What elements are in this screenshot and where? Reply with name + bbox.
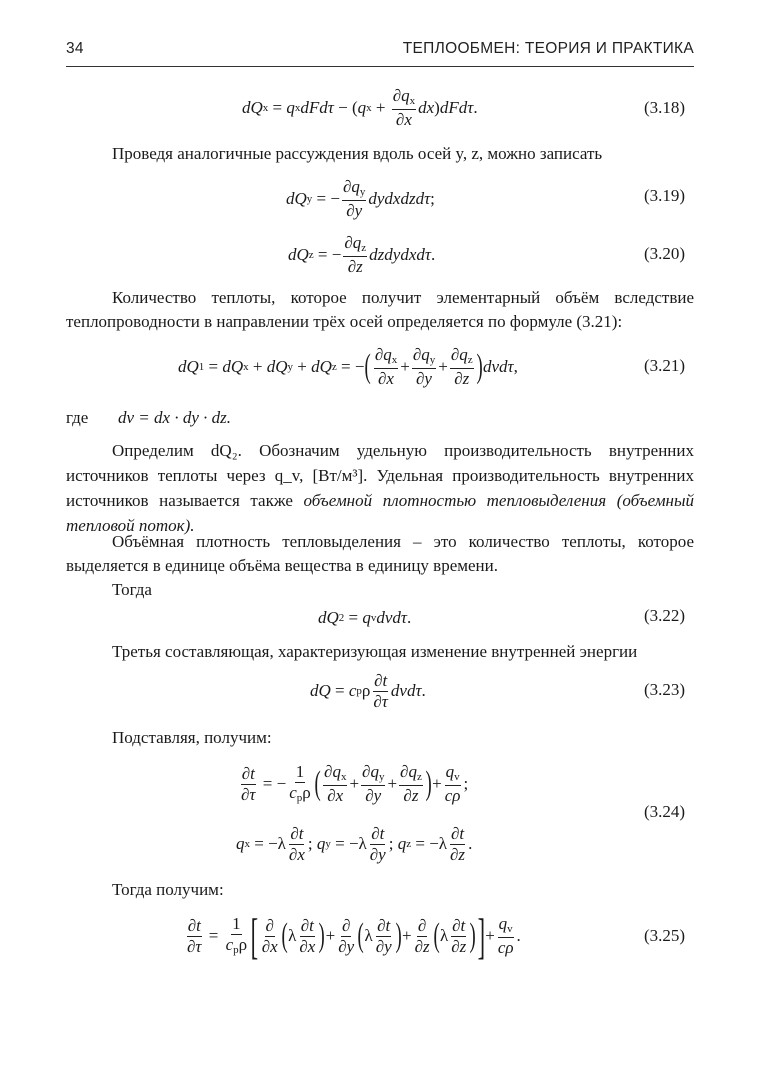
equation-3-25: $\frac{\partial t}{\partial\tau}$ = 1 $c_p\rho$ [ ∂ ∂x ( λ ∂t ∂x ) + ∂ ∂y ( λ ∂t ∂y ) + ∂ ∂z ( λ ∂t ∂z ) ] + $\frac{q_v}{c\rho}$ . xyxy=(187,908,521,964)
paragraph-5: Тогда xyxy=(112,580,152,599)
header-rule xyxy=(66,66,694,67)
equation-3-19: dQ y = − $\frac{\partial q_y}{\partial y}$ dydxdzdτ ; xyxy=(286,177,435,220)
equation-3-20: dQ z = − $\frac{\partial q_z}{\partial z}$ dzdydxdτ . xyxy=(288,233,436,276)
paragraph-4: Объёмная плотность тепловыделения – это количество теплоты, которое выделяется в единице объёма вещества в единицу времени. xyxy=(66,532,694,575)
equation-3-24-line-2: q x = −λ ∂t ∂x ; q y = −λ ∂t ∂y ; q z = −λ ∂t ∂z . xyxy=(236,823,473,864)
paragraph-1: Проведя аналогичные рассуждения вдоль осей y, z, можно записать xyxy=(112,144,603,163)
equation-number-3-25: (3.25) xyxy=(644,926,686,945)
paragraph-3 xyxy=(66,438,694,538)
where-formula: dv = dx · dy · dz. xyxy=(118,408,231,427)
where-label: где xyxy=(66,408,89,427)
equation-number-3-20: (3.20) xyxy=(644,244,686,263)
paragraph-8: Тогда получим: xyxy=(112,880,224,899)
paragraph-3-italic: объемной плотностью тепловыделения (объемный тепловой поток). xyxy=(66,491,694,535)
equation-3-21: dQ 1 = dQ x + dQ y + dQ z = − ( $\partial q_x$ ∂x + $\frac{\partial q_y}{\partial y}$ + $\frac{\partial q_z}{\partial z}$ ) dvdτ , xyxy=(178,345,518,388)
equation-number-3-19: (3.19) xyxy=(644,186,686,205)
equation-3-23: dQ = c p ρ ∂t ∂τ dvdτ . xyxy=(310,670,426,711)
equation-number-3-23: (3.23) xyxy=(644,680,686,699)
paragraph-7: Подставляя, получим: xyxy=(112,728,272,747)
running-title: ТЕПЛООБМЕН: ТЕОРИЯ И ПРАКТИКА xyxy=(402,40,694,57)
equation-3-22: dQ 2 = q v dvdτ . xyxy=(318,608,412,627)
equation-number-3-22: (3.22) xyxy=(644,606,686,625)
paragraph-2: Количество теплоты, которое получит элементарный объём вследствие теплопроводности в направлении трёх осей определяется по формуле (3.21): xyxy=(66,288,694,331)
equation-number-3-24: (3.24) xyxy=(644,802,686,821)
equation-number-3-18: (3.18) xyxy=(644,98,686,117)
paragraph-6: Третья составляющая, характеризующая изменение внутренней энергии xyxy=(112,642,638,661)
equation-3-24-line-1: $\frac{\partial t}{\partial\tau}$ = − 1 $c_p\rho$ ( $\partial q_x$ ∂x + $\frac{\partial q_y}{\partial y}$ + $\frac{\partial q_z}{\partial z}$ ) + $\frac{q_v}{c\rho}$ ; xyxy=(241,762,469,805)
equation-number-3-21: (3.21) xyxy=(644,356,686,375)
equation-3-18: dQ x = q x dFd τ − ( q x + $\frac{\partial q_x}{\partial x}$ dx ) dFd τ . xyxy=(242,86,478,129)
paragraph-3-text: Определим dQ₂. Обозначим удельную производительность внутренних источников теплоты через q_v, [Вт/м³]. Удельная производительность внутренних источников называется также xyxy=(66,441,694,510)
page-number: 34 xyxy=(66,40,84,57)
